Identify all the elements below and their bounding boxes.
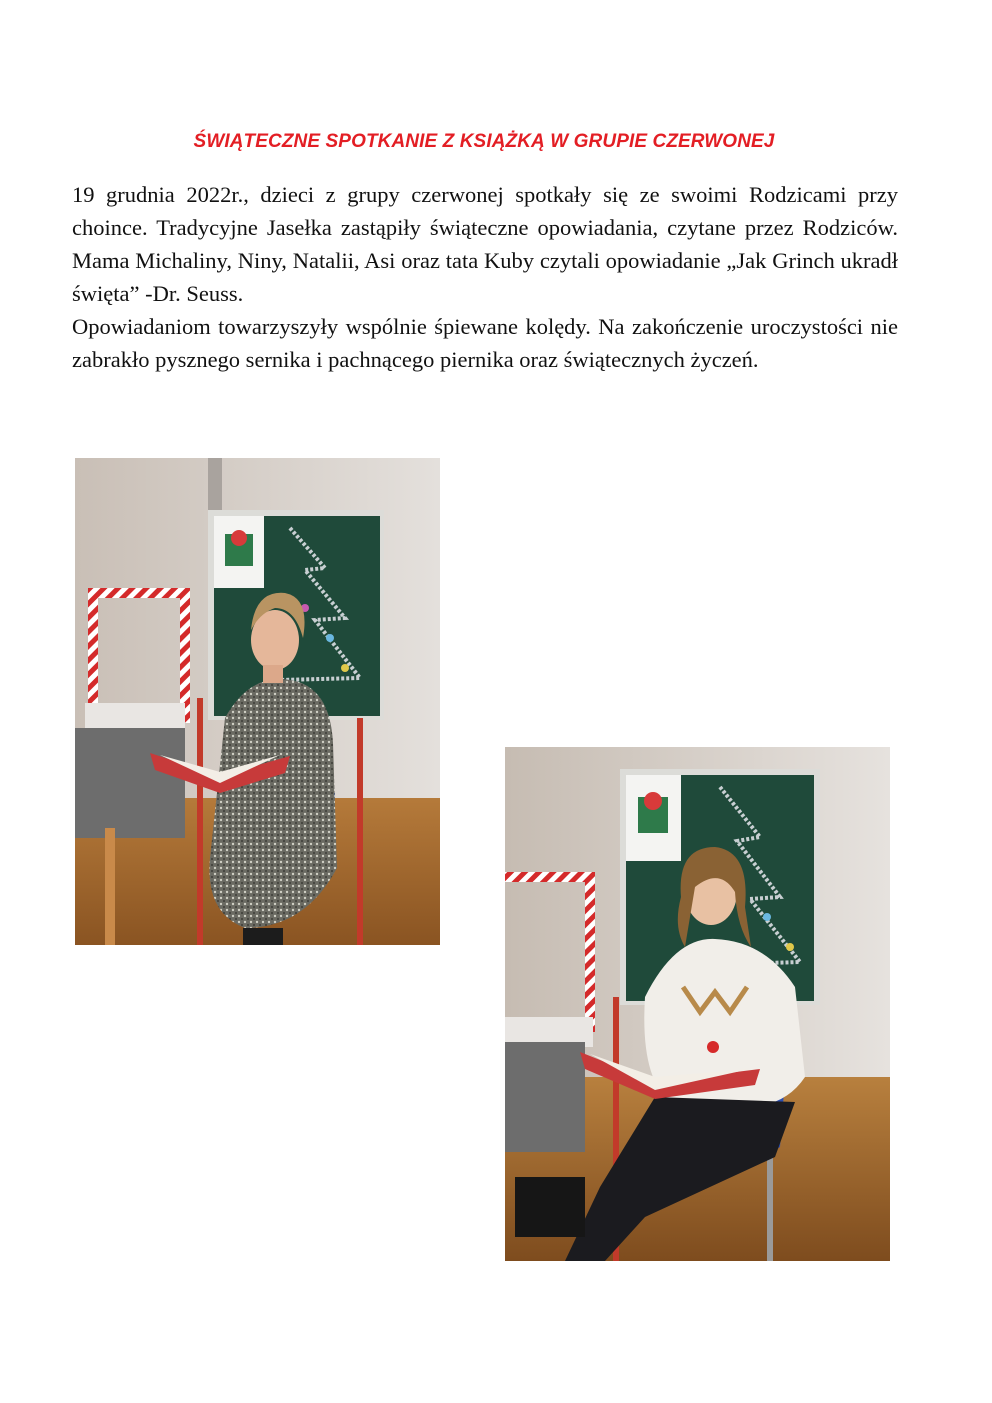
- page-title: ŚWIĄTECZNE SPOTKANIE Z KSIĄŻKĄ W GRUPIE CZERWONEJ: [193, 131, 775, 152]
- photo-reading-mother-2: [505, 747, 890, 1261]
- photo-reading-mother-1: [75, 458, 440, 945]
- paragraph-2: Opowiadaniom towarzyszyły wspólnie śpiewane kolędy. Na zakończenie uroczystości nie zabrakło pysznego sernika i pachnącego piernika oraz świątecznych życzeń.: [72, 314, 898, 372]
- article-body: [72, 178, 898, 376]
- paragraph-1: 19 grudnia 2022r., dzieci z grupy czerwonej spotkały się ze swoimi Rodzicami przy choince. Tradycyjne Jasełka zastąpiły świąteczne opowiadania, czytane przez Rodziców. Mama Michaliny, Niny, Natalii, Asi oraz tata Kuby czytali opowiadanie „Jak Grinch ukradł święta” -Dr. Seuss.: [72, 182, 898, 306]
